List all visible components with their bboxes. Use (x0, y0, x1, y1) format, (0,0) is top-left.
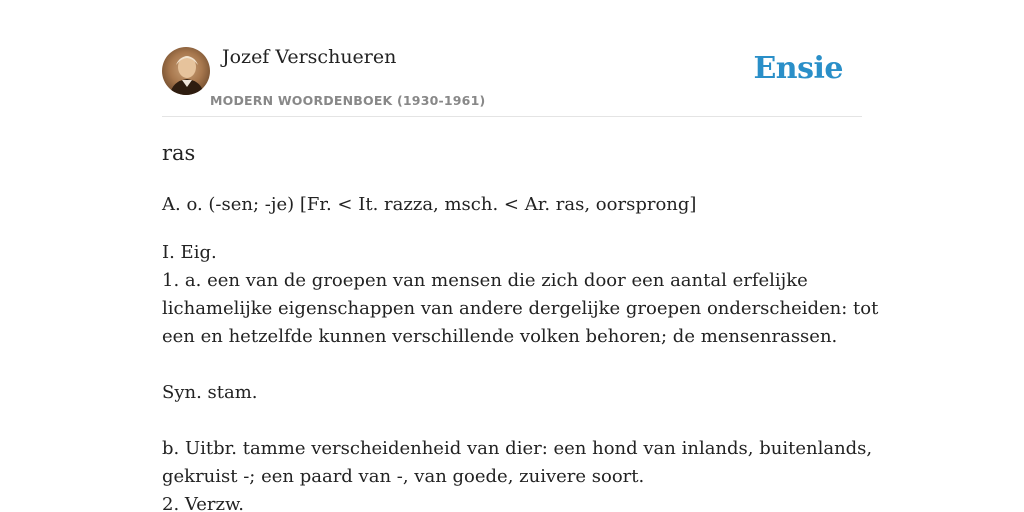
definition-line: 1. a. een van de groepen van mensen die zich door een aantal erfelijke (162, 270, 808, 291)
brand-logo[interactable]: Ensie (753, 51, 843, 86)
definition-line: een en hetzelfde kunnen verschillende volken behoren; de mensenrassen. (162, 326, 838, 347)
definition-line: 2. Verzw. (162, 494, 244, 512)
entry-body (162, 239, 879, 512)
page-container (162, 0, 879, 512)
definition-line: Syn. stam. (162, 382, 258, 403)
author-name[interactable]: Jozef Verschueren (222, 46, 397, 68)
entry-grammar: A. o. (-sen; -je) [Fr. < It. razza, msch. < Ar. ras, oorsprong] (162, 194, 697, 215)
author-avatar[interactable] (162, 47, 210, 95)
definition-line: lichamelijke eigenschappen van andere dergelijke groepen onderscheiden: tot (162, 298, 879, 319)
definition-line: b. Uitbr. tamme verscheidenheid van dier: een hond van inlands, buitenlands, (162, 438, 873, 459)
dictionary-source[interactable]: MODERN WOORDENBOEK (1930-1961) (210, 93, 486, 108)
blank-line (162, 351, 862, 379)
blank-line (162, 407, 862, 435)
avatar-portrait-icon (162, 47, 210, 95)
definition-line: I. Eig. (162, 242, 217, 263)
definition-line: gekruist -; een paard van -, van goede, zuivere soort. (162, 466, 645, 487)
header (162, 0, 862, 117)
entry-title: ras (162, 141, 196, 165)
